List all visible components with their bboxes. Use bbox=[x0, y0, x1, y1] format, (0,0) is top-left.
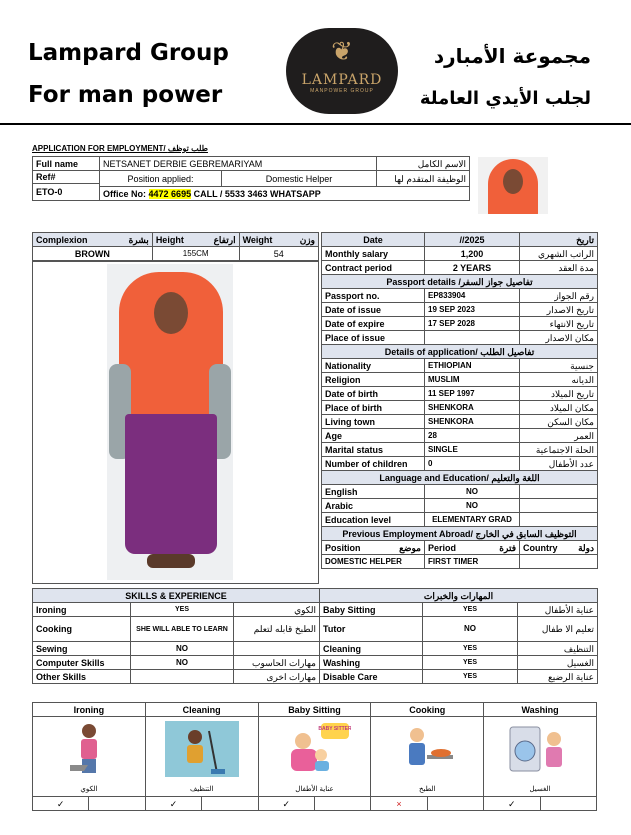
position-ar: الوظيفة المتقدم لها bbox=[377, 171, 470, 187]
personal-info-table bbox=[32, 156, 470, 201]
position-value: Domestic Helper bbox=[222, 171, 377, 187]
height-label: Height bbox=[155, 234, 184, 245]
prev-position-label: Position bbox=[325, 542, 361, 553]
photo-feet bbox=[147, 554, 195, 568]
photo-face bbox=[154, 292, 188, 334]
check-mark: ✓ bbox=[484, 797, 540, 811]
complexion-ar: بشرة bbox=[128, 234, 149, 245]
prev-period-label: Period bbox=[428, 542, 457, 553]
details-row-value: 0 bbox=[425, 457, 520, 471]
details-row-ar: العمر bbox=[520, 429, 598, 443]
position-label: Position applied: bbox=[100, 171, 222, 187]
skill-left-ar: الطبخ قابله لتعلم bbox=[234, 617, 320, 642]
icon-title: Ironing bbox=[33, 703, 146, 717]
details-row-label: Number of children bbox=[322, 457, 425, 471]
ref-value: ETO-0 bbox=[33, 184, 100, 201]
skill-left-label: Other Skills bbox=[33, 670, 131, 684]
salary-value: 1,200 bbox=[425, 247, 520, 261]
skills-section-ar: المهارات والخبرات bbox=[320, 589, 598, 603]
skill-right-label: Baby Sitting bbox=[320, 603, 423, 617]
logo-text: LAMPARD bbox=[301, 72, 383, 88]
contract-period-ar: مدة العقد bbox=[520, 261, 598, 275]
prev-period-ar: فترة bbox=[499, 542, 516, 553]
details-row-value: SHENKORA bbox=[425, 401, 520, 415]
check-mark: ✓ bbox=[33, 797, 89, 811]
company-logo bbox=[286, 28, 398, 114]
prev-period-value: FIRST TIMER bbox=[425, 555, 520, 569]
details-row-ar: مكان السكن bbox=[520, 415, 598, 429]
physical-table bbox=[32, 232, 319, 261]
previous-section-header: Previous Employment Abroad/ التوظيف السابق في الخارج bbox=[322, 527, 598, 541]
language-row-label: Education level bbox=[322, 513, 425, 527]
details-table bbox=[321, 232, 598, 569]
skill-left-label: Cooking bbox=[33, 617, 131, 642]
cross-mark: × bbox=[371, 797, 427, 811]
cooking-icon bbox=[371, 717, 484, 784]
check-mark: ✓ bbox=[258, 797, 314, 811]
passport-row-value: 19 SEP 2023 bbox=[425, 303, 520, 317]
icon-caption-ar: الغسيل bbox=[484, 783, 597, 797]
photo-skirt bbox=[125, 414, 217, 554]
ref-label: Ref# bbox=[33, 171, 100, 184]
skills-section-en: SKILLS & EXPERIENCE bbox=[33, 589, 320, 603]
headshot-face bbox=[503, 169, 523, 194]
skill-right-value: YES bbox=[423, 642, 518, 656]
baby-badge-text: BABY SITTER bbox=[318, 725, 352, 732]
details-row-value: ETHIOPIAN bbox=[425, 359, 520, 373]
height-value: 155CM bbox=[152, 247, 239, 261]
skill-left-value bbox=[131, 670, 234, 684]
details-row-ar: الديانه bbox=[520, 373, 598, 387]
baby-sitting-icon bbox=[258, 717, 371, 784]
language-row-value: NO bbox=[425, 485, 520, 499]
full-name-label: Full name bbox=[33, 157, 100, 171]
prev-country-label: Country bbox=[523, 542, 558, 553]
skill-right-ar: التنظيف bbox=[518, 642, 598, 656]
details-row-ar: جنسية bbox=[520, 359, 598, 373]
date-value: //2025 bbox=[425, 233, 520, 247]
passport-row-value: EP833904 bbox=[425, 289, 520, 303]
cleaning-icon bbox=[145, 717, 258, 784]
icon-title: Washing bbox=[484, 703, 597, 717]
passport-row-ar: مكان الاصدار bbox=[520, 331, 598, 345]
ironing-icon bbox=[33, 717, 146, 784]
skill-right-label: Washing bbox=[320, 656, 423, 670]
logo-figure-icon: ❦ bbox=[331, 36, 353, 66]
language-row-label: Arabic bbox=[322, 499, 425, 513]
details-row-label: Living town bbox=[322, 415, 425, 429]
skill-right-value: YES bbox=[423, 656, 518, 670]
skill-icon-strip bbox=[32, 702, 597, 811]
details-row-value: MUSLIM bbox=[425, 373, 520, 387]
passport-row-label: Place of issue bbox=[322, 331, 425, 345]
salary-ar: الراتب الشهري bbox=[520, 247, 598, 261]
skill-right-ar: تعليم الا طفال bbox=[518, 617, 598, 642]
applicant-headshot bbox=[478, 157, 548, 214]
details-row-label: Marital status bbox=[322, 443, 425, 457]
weight-value: 54 bbox=[239, 247, 318, 261]
language-row-label: English bbox=[322, 485, 425, 499]
skill-right-label: Cleaning bbox=[320, 642, 423, 656]
header-divider bbox=[0, 123, 631, 125]
skill-right-ar: عناية الأطفال bbox=[518, 603, 598, 617]
skill-right-value: YES bbox=[423, 670, 518, 684]
icon-title: Baby Sitting bbox=[258, 703, 371, 717]
passport-row-ar: رقم الجواز bbox=[520, 289, 598, 303]
skill-right-label: Disable Care bbox=[320, 670, 423, 684]
company-name-en-line1: Lampard Group bbox=[28, 40, 229, 66]
passport-row-ar: تاريخ الانتهاء bbox=[520, 317, 598, 331]
skill-left-ar: مهارات الحاسوب bbox=[234, 656, 320, 670]
prev-position-value: DOMESTIC HELPER bbox=[322, 555, 425, 569]
details-row-label: Date of birth bbox=[322, 387, 425, 401]
details-row-label: Place of birth bbox=[322, 401, 425, 415]
details-row-ar: تاريخ الميلاد bbox=[520, 387, 598, 401]
skill-left-label: Computer Skills bbox=[33, 656, 131, 670]
skill-left-ar: الكوي bbox=[234, 603, 320, 617]
skill-right-label: Tutor bbox=[320, 617, 423, 642]
full-name-ar: الاسم الكامل bbox=[377, 157, 470, 171]
language-row-value: NO bbox=[425, 499, 520, 513]
passport-row-label: Date of issue bbox=[322, 303, 425, 317]
company-name-en-line2: For man power bbox=[28, 82, 223, 108]
prev-country-ar: دولة bbox=[578, 542, 594, 553]
weight-ar: وزن bbox=[299, 234, 315, 245]
details-row-value: 28 bbox=[425, 429, 520, 443]
check-mark: ✓ bbox=[145, 797, 201, 811]
skill-right-ar: عناية الرضيع bbox=[518, 670, 598, 684]
icon-title: Cooking bbox=[371, 703, 484, 717]
skill-left-ar: مهارات اخرى bbox=[234, 670, 320, 684]
skills-table bbox=[32, 588, 598, 684]
full-name-value: NETSANET DERBIE GEBREMARIYAM bbox=[100, 157, 377, 171]
details-row-value: SINGLE bbox=[425, 443, 520, 457]
complexion-value: BROWN bbox=[33, 247, 153, 261]
passport-row-value: 17 SEP 2028 bbox=[425, 317, 520, 331]
office-phone: 4472 6695 bbox=[148, 188, 192, 199]
company-name-ar-line2: لجلب الأيدي العاملة bbox=[419, 88, 591, 109]
passport-row-label: Passport no. bbox=[322, 289, 425, 303]
details-row-label: Age bbox=[322, 429, 425, 443]
skill-left-value: SHE WILL ABLE TO LEARN bbox=[131, 617, 234, 642]
skill-left-label: Sewing bbox=[33, 642, 131, 656]
details-row-ar: الحلة الاجتماعية bbox=[520, 443, 598, 457]
icon-caption-ar: التنظيف bbox=[145, 783, 258, 797]
passport-section-header: Passport details /تفاصيل جواز السفر bbox=[322, 275, 598, 289]
icon-title: Cleaning bbox=[145, 703, 258, 717]
skill-right-ar: الغسيل bbox=[518, 656, 598, 670]
skill-left-value: YES bbox=[131, 603, 234, 617]
icon-caption-ar: الطبخ bbox=[371, 783, 484, 797]
passport-row-value bbox=[425, 331, 520, 345]
language-section-header: Language and Education/ اللغة والتعليم bbox=[322, 471, 598, 485]
skill-left-ar bbox=[234, 642, 320, 656]
details-row-value: SHENKORA bbox=[425, 415, 520, 429]
office-contact: CALL / 5533 3463 WHATSAPP bbox=[193, 188, 321, 199]
details-row-ar: مكان الميلاد bbox=[520, 401, 598, 415]
skill-right-value: NO bbox=[423, 617, 518, 642]
details-section-header: Details of application/ تفاصيل الطلب bbox=[322, 345, 598, 359]
complexion-label: Complexion bbox=[36, 234, 88, 245]
application-title: APPLICATION FOR EMPLOYMENT/ طلب توظف bbox=[32, 144, 208, 153]
skill-left-value: NO bbox=[131, 656, 234, 670]
washing-icon bbox=[484, 717, 597, 784]
passport-row-ar: تاريخ الاصدار bbox=[520, 303, 598, 317]
contract-period-value: 2 YEARS bbox=[425, 261, 520, 275]
weight-label: Weight bbox=[242, 234, 273, 245]
applicant-full-photo bbox=[107, 264, 233, 580]
contract-period-label: Contract period bbox=[322, 261, 425, 275]
details-row-ar: عدد الأطفال bbox=[520, 457, 598, 471]
company-name-ar-line1: مجموعة الأمبارد bbox=[433, 44, 591, 68]
date-label: Date bbox=[322, 233, 425, 247]
passport-row-label: Date of expire bbox=[322, 317, 425, 331]
details-row-label: Nationality bbox=[322, 359, 425, 373]
icon-caption-ar: عناية الأطفال bbox=[258, 783, 371, 797]
prev-position-ar: موضع bbox=[399, 542, 421, 553]
skill-right-value: YES bbox=[423, 603, 518, 617]
office-label: Office No: bbox=[103, 188, 147, 199]
details-row-label: Religion bbox=[322, 373, 425, 387]
skill-left-value: NO bbox=[131, 642, 234, 656]
details-row-value: 11 SEP 1997 bbox=[425, 387, 520, 401]
date-ar: تاريخ bbox=[520, 233, 598, 247]
skill-left-label: Ironing bbox=[33, 603, 131, 617]
salary-label: Monthly salary bbox=[322, 247, 425, 261]
height-ar: ارتفاع bbox=[213, 234, 236, 245]
logo-subtext: MANPOWER GROUP bbox=[310, 88, 374, 94]
language-row-value: ELEMENTARY GRAD bbox=[425, 513, 520, 527]
icon-caption-ar: الكوي bbox=[33, 783, 146, 797]
